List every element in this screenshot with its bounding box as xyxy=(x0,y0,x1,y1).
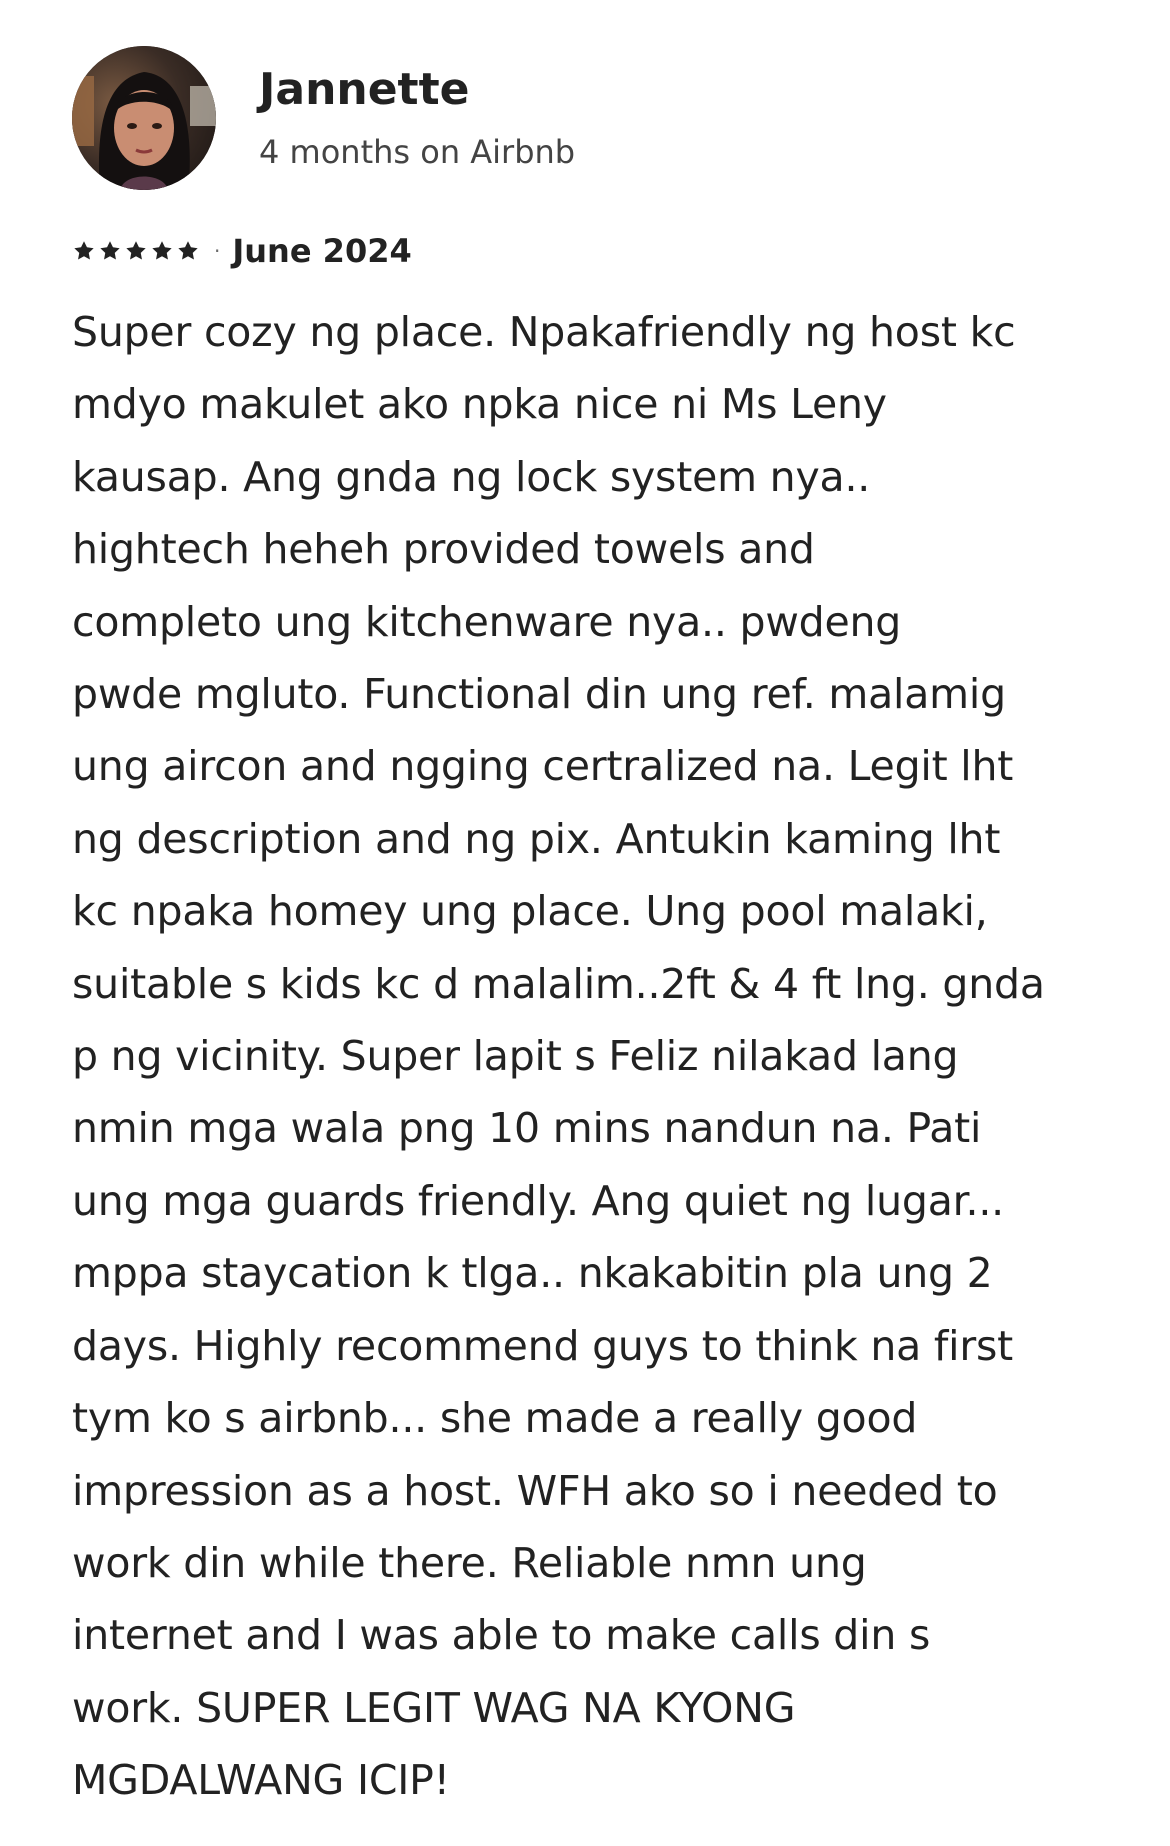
star-icon xyxy=(72,239,96,263)
avatar[interactable] xyxy=(72,46,216,190)
review-text: Super cozy ng place. Npakafriendly ng host kc mdyo makulet ako npka nice ni Ms Leny kausap. Ang gnda ng lock system nya.. hightech heheh provided towels and completo ung kitchenware nya.. pwdeng pwde mgluto. Functional din ung ref. malamig ung aircon and ngging certralized na. Legit lht ng description and ng pix. Antukin kaming lht kc npaka homey ung place. Ung pool malaki, suitable s kids kc d malalim..2ft & 4 ft lng. gnda p ng vicinity. Super lapit s Feliz nilakad lang nmin mga wala png 10 mins nandun na. Pati ung mga guards friendly. Ang quiet ng lugar... mppa staycation k tlga.. nkakabitin pla ung 2 days. Highly recommend guys to think na first tym ko s airbnb... she made a really good impression as a host. WFH ako so i needed to work din while there. Reliable nmn ung internet and I was able to make calls din s work. SUPER LEGIT WAG NA KYONG MGDALWANG ICIP! xyxy=(72,308,1045,1805)
avatar-photo-icon xyxy=(72,46,216,190)
separator-dot: · xyxy=(214,239,221,263)
star-icon xyxy=(176,239,200,263)
star-rating xyxy=(72,239,200,263)
star-icon xyxy=(124,239,148,263)
review-meta xyxy=(72,228,412,274)
star-icon xyxy=(150,239,174,263)
review-date: June 2024 xyxy=(232,232,412,270)
reviewer-tenure: 4 months on Airbnb xyxy=(259,133,576,171)
star-icon xyxy=(98,239,122,263)
reviewer-name[interactable]: Jannette xyxy=(259,64,470,115)
